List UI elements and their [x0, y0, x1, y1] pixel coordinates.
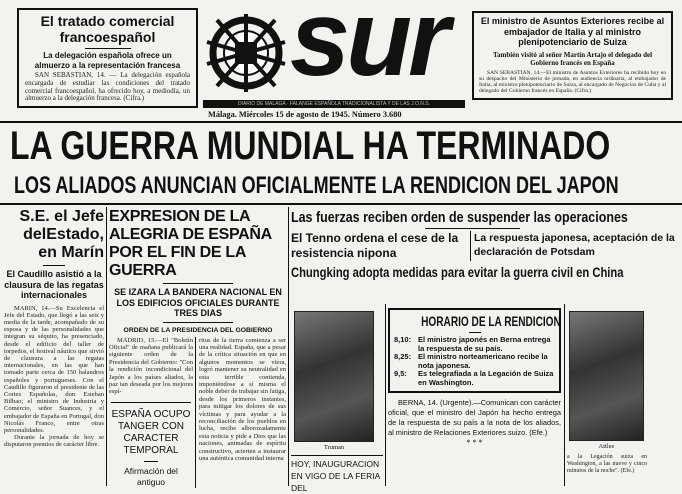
- left-box-title: El tratado comercial francoespañol: [40, 13, 175, 45]
- column-guerra-headlines: [291, 209, 679, 280]
- caudillo-subtitle: El Caudillo asistió a la clausura de las regatas internacionales: [4, 269, 104, 300]
- caudillo-title: S.E. el Jefe delEstado, en Marín: [19, 208, 104, 261]
- attlee-photo: [569, 311, 644, 441]
- truman-caption: Truman: [323, 444, 345, 451]
- tenno-headline: El Tenno ordena el cese de la resistencia nipona: [291, 231, 471, 261]
- main-headline: LA GUERRA MUNDIAL HA TERMINADO: [10, 124, 611, 168]
- right-box-subtitle: También visitó al señor Martín Artajo el delegado del Gobierno francés en España: [492, 50, 653, 67]
- tanger-title: ESPAÑA OCUPO TANGER CON CARACTER TEMPORAL: [111, 408, 191, 456]
- fuerzas-headline: Las fuerzas reciben orden de suspender las operaciones: [291, 210, 628, 226]
- truman-photo: [294, 311, 374, 442]
- berna-body: BERNA, 14. (Urgente).—Comunican con carácter oficial, que el ministro del Japón ha hecho entrega de la respuesta de su país a la nota de los aliados, al ministro de Relaciones Exteriores suizo. (Efe.): [388, 397, 561, 437]
- chungking-headline: Chungking adopta medidas para evitar la guerra civil en China: [291, 265, 624, 280]
- column-alegria: [109, 208, 287, 488]
- alegria-body-right: ritus de la tierra comienza a ser una realidad. España, que a pesar de la crítica situación en que en algunos momentos se viera, logró mantener su neutralidad en esta terrible contienda, imponiéndose a sí misma el noble deber de trabajar sin fatiga, desde los primeros instantes, para mitigar los dolores de sus víctimas y para ayudar a la reconciliación de los pueblos en lucha, recibe alborozadamente esta noticia y pide a Dios que las naciones, animadas de espíritu constructivo, acierten a instaurar una auténtica comunidad interna: [199, 336, 286, 462]
- alegria-subtitle: SE IZARA LA BANDERA NACIONAL EN LOS EDIFICIOS OFICIALES DURANTE TRES DIAS: [114, 287, 282, 318]
- caudillo-body: MARIN, 14.—Su Excelencia el Jefe del Estado, que llegó a las seis y media de la tarde, acompañado de su esposa y de las personalidades que integran su séquito, ha presenciado, desde el edificio del taller de torpedos, el festival náutico que sirvió de clausura a las regatas internacionales, en las que han tomado parte cerca de 150 balandros españoles y portugueses. Con el Caudillo figuraron el presidente de las Cortes Españolas, don Esteban Bilbao; el ministro de Industria y Comercio, señor Suances, y el embajador de España en Portugal, don Nicolás Franco, entre otras personalidades.: [4, 304, 104, 434]
- alegria-title: EXPRESION DE LA ALEGRIA DE ESPAÑA POR EL FIN DE LA GUERRA: [109, 208, 272, 279]
- schedule-title: HORARIO DE LA RENDICION: [421, 313, 561, 329]
- schedule-column: [388, 308, 561, 448]
- right-box-title: El ministro de Asuntos Exteriores recibe al embajador de Italia y al ministro plenipotenciario de Suiza: [480, 16, 665, 47]
- masthead-banner: DIARIO DE MALAGA · FALANGE ESPAÑOLA TRADICIONALISTA Y DE LAS J.O.N.S.: [203, 100, 465, 108]
- right-box-body: SAN SEBASTIAN, 14.—El ministro de Asuntos Exteriores ha recibido hoy en su despacho del Ministerio de jornada, en audiencia ordinaria, al embajador de Italia, al ministro plenipotenciario de Suiza, al encargado de Negocios de Cuba y al delegado del Gobierno francés en España. (Cifra.): [479, 69, 666, 95]
- attlee-body: a la Legación suiza en Washington, a las nueve y cinco minutos de la noche". (Efe.): [567, 454, 647, 474]
- tanger-subtitle: Afirmación del antiguo: [124, 465, 178, 487]
- right-news-box: [472, 11, 673, 100]
- sub-headline: LOS ALIADOS ANUNCIAN OFICIALMENTE LA RENDICION DEL JAPON: [14, 172, 619, 199]
- column-caudillo: [4, 208, 104, 449]
- schedule-box: [388, 308, 561, 393]
- dateline: Málaga. Miércoles 15 de agosto de 1945. Número 3.680: [208, 110, 402, 119]
- attlee-caption: Attlee: [598, 443, 615, 450]
- left-box-body: SAN SEBASTIAN, 14. — La delegación española encargada de estudiar las condiciones del tratado comercial francoespañol, ha ofrecido hoy, a mediodía, un almuerzo a la delegación francesa. (Cifra.): [25, 71, 190, 103]
- schedule-row: 8,25: El ministro norteamericano recibe la nota japonesa.: [394, 352, 548, 370]
- alegria-section: ORDEN DE LA PRESIDENCIA DEL GOBIERNO: [123, 326, 273, 334]
- left-news-box: [17, 8, 198, 108]
- masthead-emblem-icon: [205, 12, 287, 94]
- schedule-row: 8,10: El ministro japonés en Berna entrega la respuesta de su país.: [394, 335, 551, 353]
- stars-separator: * * *: [466, 437, 483, 447]
- caudillo-body-2: Durante la jornada de hoy se disputaron premios de carácter libre.: [4, 434, 104, 449]
- feria-headline: HOY, INAUGURACION EN VIGO DE LA FERIA DEL: [291, 459, 380, 493]
- left-box-subtitle: La delegación española ofrece un almuerzo a la representación francesa: [34, 51, 181, 70]
- respuesta-headline: La respuesta japonesa, aceptación de la declaración de Potsdam: [474, 232, 675, 258]
- alegria-body-left: MADRID, 15.—El "Boletín Oficial" de mañana publicará la siguiente orden de la Presidencia del Gobierno: "Con la rendición incondicional del Japón a los países aliados, la paz tan deseada por los mejores espí-: [109, 336, 193, 396]
- schedule-row: 9,5: Es telegrafiada a la Legación de Suiza en Washington.: [394, 369, 554, 387]
- masthead-title: sur: [290, 0, 447, 98]
